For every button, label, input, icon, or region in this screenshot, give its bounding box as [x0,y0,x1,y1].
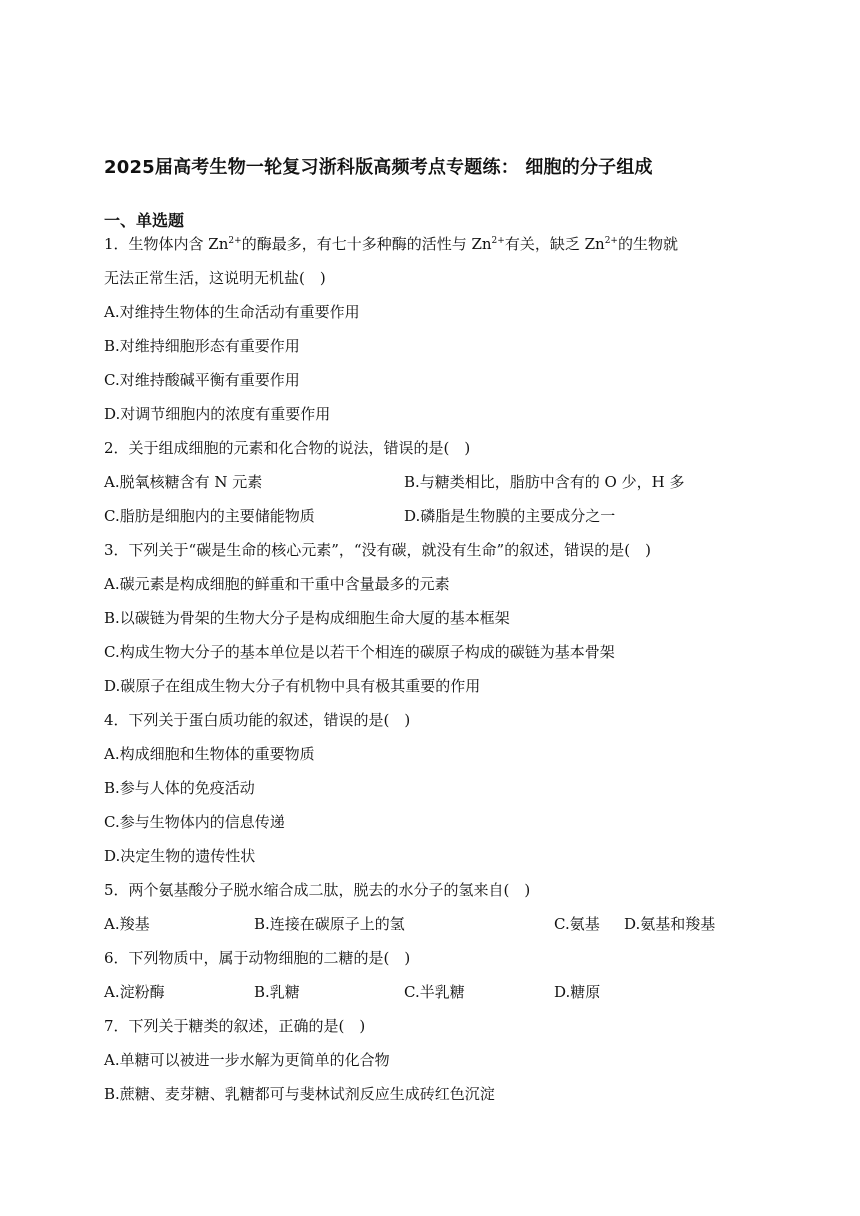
question-1-option-d: D.对调节细胞内的浓度有重要作用 [104,405,331,423]
question-5-option-a: A.羧基 [104,915,150,933]
question-4-option-d: D.决定生物的遗传性状 [104,847,256,865]
question-3-option-a: A.碳元素是构成细胞的鲜重和干重中含量最多的元素 [104,575,450,593]
question-3-option-b: B.以碳链为骨架的生物大分子是构成细胞生命大厦的基本框架 [104,609,510,627]
question-7-option-b: B.蔗糖、麦芽糖、乳糖都可与斐林试剂反应生成砖红色沉淀 [104,1085,495,1103]
question-2-option-b: B.与糖类相比，脂肪中含有的 O 少，H 多 [404,473,685,491]
question-2-option-c: C.脂肪是细胞内的主要储能物质 [104,507,315,525]
question-6-option-d: D.糖原 [554,983,601,1001]
question-4-option-c: C.参与生物体内的信息传递 [104,813,285,831]
question-3-stem: 3．下列关于“碳是生命的核心元素”，“没有碳，就没有生命”的叙述，错误的是( ) [104,541,651,559]
question-5-option-d: D.氨基和羧基 [624,915,716,933]
section-heading: 一、单选题 [104,211,185,230]
question-5-option-c: C.氨基 [554,915,600,933]
question-4-option-a: A.构成细胞和生物体的重要物质 [104,745,315,763]
question-2-option-d: D.磷脂是生物膜的主要成分之一 [404,507,616,525]
question-6-option-b: B.乳糖 [254,983,300,1001]
question-3-option-c: C.构成生物大分子的基本单位是以若干个相连的碳原子构成的碳链为基本骨架 [104,643,615,661]
question-2-stem: 2．关于组成细胞的元素和化合物的说法，错误的是( ) [104,439,471,457]
question-7-stem: 7．下列关于糖类的叙述，正确的是( ) [104,1017,366,1035]
question-4-stem: 4．下列关于蛋白质功能的叙述，错误的是( ) [104,711,411,729]
question-6-stem: 6．下列物质中，属于动物细胞的二糖的是( ) [104,949,411,967]
question-2-option-a: A.脱氧核糖含有 N 元素 [104,473,263,491]
question-3-option-d: D.碳原子在组成生物大分子有机物中具有极其重要的作用 [104,677,481,695]
question-6-option-c: C.半乳糖 [404,983,465,1001]
question-1-stem-line1: 1．生物体内含 $Zn^{2+}$的酶最多，有七十多种酶的活性与 $Zn^{2+}$有关，缺乏 $Zn^{2+}$的生物就 [104,235,678,253]
question-1-option-c: C.对维持酸碱平衡有重要作用 [104,371,300,389]
question-5-option-b: B.连接在碳原子上的氢 [254,915,405,933]
question-1-stem-line2: 无法正常生活，这说明无机盐( ) [104,269,326,287]
question-5-stem: 5．两个氨基酸分子脱水缩合成二肽，脱去的水分子的氢来自( ) [104,881,531,899]
question-6-option-a: A.淀粉酶 [104,983,165,1001]
question-4-option-b: B.参与人体的免疫活动 [104,779,255,797]
question-1-option-a: A.对维持生物体的生命活动有重要作用 [104,303,360,321]
document-title: 2025届高考生物一轮复习浙科版高频考点专题练： 细胞的分子组成 [104,157,653,178]
question-7-option-a: A.单糖可以被进一步水解为更简单的化合物 [104,1051,390,1069]
question-1-option-b: B.对维持细胞形态有重要作用 [104,337,300,355]
